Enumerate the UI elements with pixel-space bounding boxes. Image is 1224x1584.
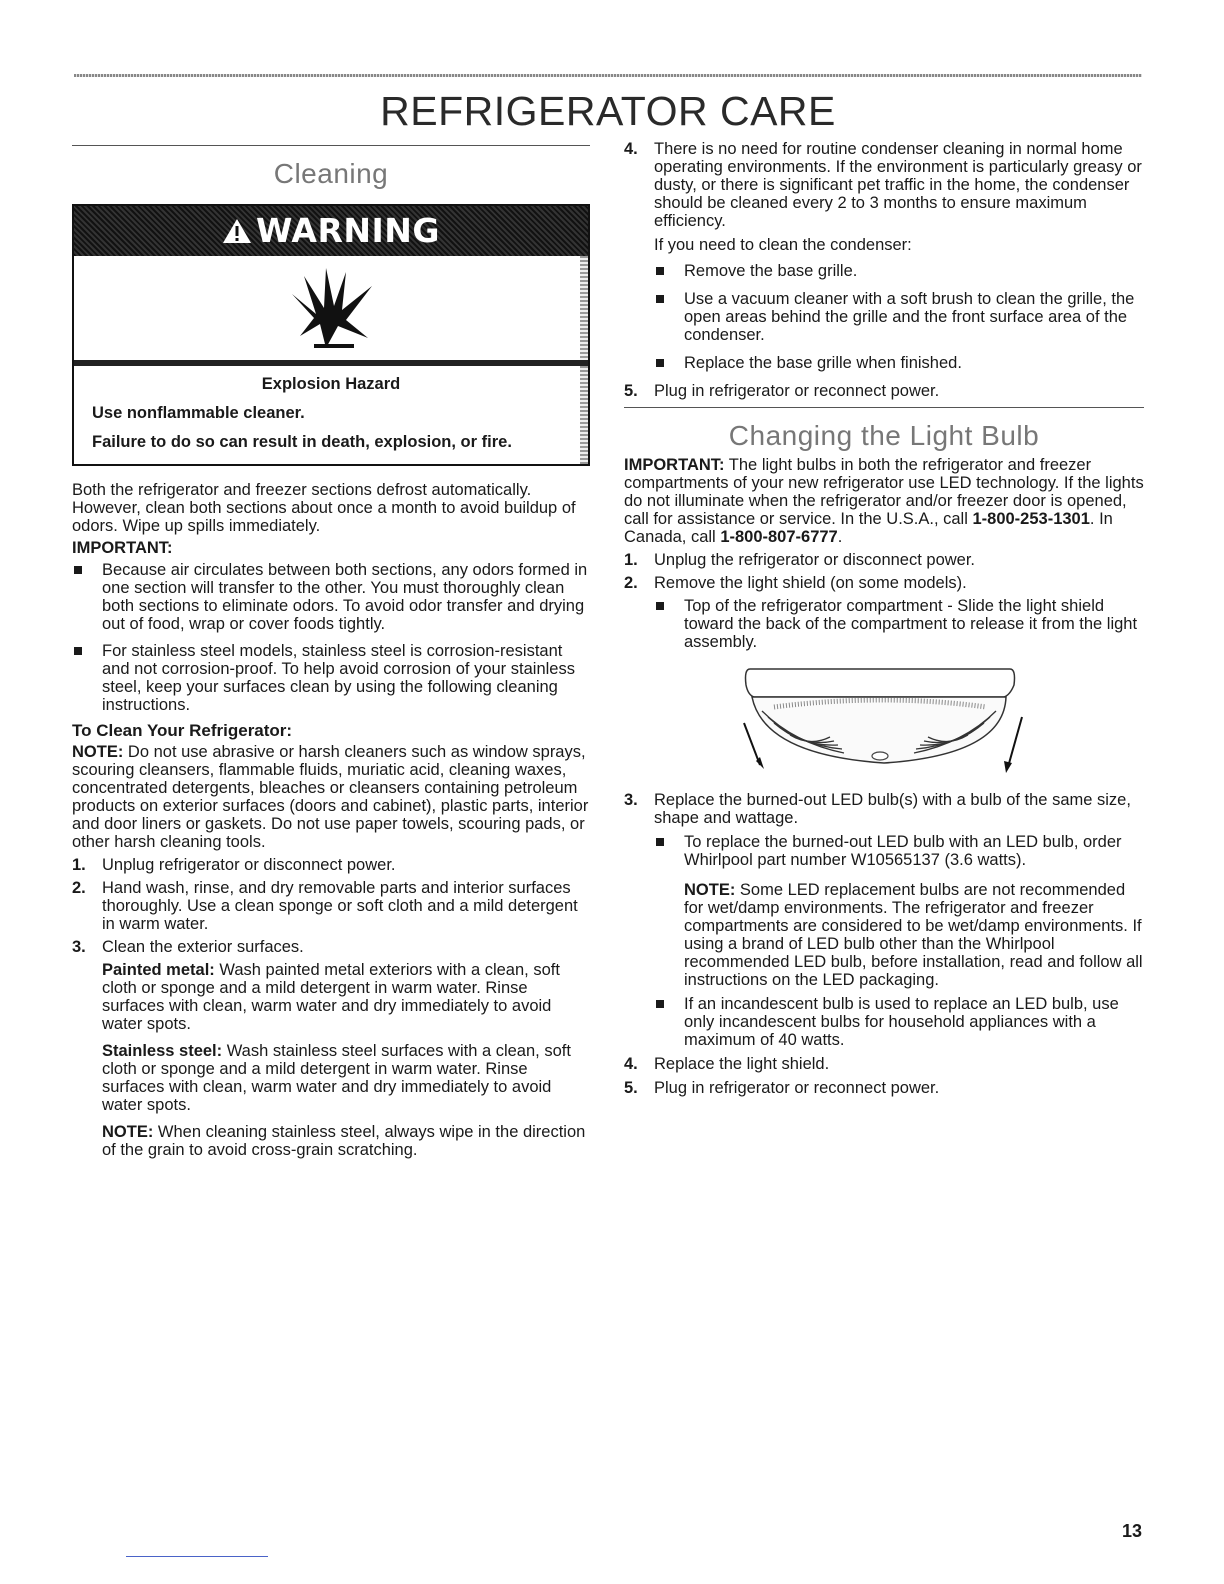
bullet-icon	[74, 647, 82, 655]
light-bulb-heading: Changing the Light Bulb	[728, 420, 1040, 451]
step-text: Unplug the refrigerator or disconnect power.	[654, 551, 976, 569]
if-clean-text: If you need to clean the condenser:	[654, 236, 912, 254]
painted-text: Wash painted metal exteriors with a clean, soft cloth or sponge and a mild detergent in warm water. Rinse surfaces with clean, warm water and dry immediately to avoid water spots.	[102, 961, 560, 1033]
step-number: 2.	[624, 574, 638, 592]
step-text: Plug in refrigerator or reconnect power.	[654, 1079, 940, 1097]
painted-metal-para	[72, 961, 590, 1033]
note-text: When cleaning stainless steel, always wipe in the direction of the grain to avoid cross-grain scratching.	[102, 1123, 586, 1159]
step-text: There is no need for routine condenser cleaning in normal home operating environments. If the environment is particularly greasy or dusty, or there is significant pet traffic in the home, the condenser should be cleaned every 2 to 3 months to ensure maximum efficiency.	[654, 140, 1142, 230]
step-text: Hand wash, rinse, and dry removable parts and interior surfaces thoroughly. Use a clean sponge or soft cloth and a mild detergent in warm water.	[102, 879, 578, 933]
list-item	[624, 551, 1144, 569]
step-number: 3.	[72, 938, 86, 956]
list-item	[72, 642, 590, 714]
to-clean-heading: To Clean Your Refrigerator:	[72, 721, 293, 740]
left-column	[72, 140, 590, 1159]
list-item	[72, 938, 590, 956]
bullet-text: Because air circulates between both sections, any odors formed in one section will transfer to the other. You must thoroughly clean both sections to eliminate odors. To avoid odor transfer and drying out of food, wrap or cover foods tightly.	[102, 561, 588, 633]
page-title: REFRIGERATOR CARE	[380, 88, 836, 134]
list-item	[624, 1055, 1144, 1073]
step-text: Unplug refrigerator or disconnect power.	[102, 856, 396, 874]
warning-line-1: Use nonflammable cleaner.	[92, 404, 305, 422]
light-shield-diagram	[734, 665, 1034, 777]
cleaning-intro: Both the refrigerator and freezer sections defrost automatically. However, clean both sections about once a month to avoid buildup of odors. Wipe up spills immediately.	[72, 481, 576, 535]
step-text: Remove the light shield (on some models).	[654, 574, 967, 592]
bottom-link-underline	[126, 1556, 268, 1557]
step-number: 5.	[624, 382, 638, 400]
list-item	[654, 290, 1144, 344]
important-label: IMPORTANT:	[624, 456, 725, 474]
light-shield-illustration	[734, 665, 1034, 777]
bullet-text: For stainless steel models, stainless steel is corrosion-resistant and not corrosion-proof. To help avoid corrosion of your stainless steel, keep your surfaces clean by using the following cleaning instructions.	[102, 642, 575, 714]
bullet-text: Remove the base grille.	[684, 262, 858, 280]
step-text: Plug in refrigerator or reconnect power.	[654, 382, 940, 400]
warning-line-2: Failure to do so can result in death, explosion, or fire.	[92, 433, 512, 451]
note-text: Some LED replacement bulbs are not recommended for wet/damp environments. The refrigerator and freezer compartments are considered to be wet/damp environments. If using a brand of LED bulb other than the Whirlpool recommended LED bulb, before installation, read and follow all instructions on the LED packaging.	[684, 881, 1143, 989]
phone-canada: 1-800-807-6777	[720, 528, 838, 546]
important-label: IMPORTANT:	[72, 539, 173, 557]
bullet-text: Top of the refrigerator compartment - Slide the light shield toward the back of the compartment to release it from the light assembly.	[684, 597, 1138, 651]
warning-text	[74, 366, 588, 464]
list-item	[654, 262, 1144, 280]
list-item	[72, 561, 590, 633]
note-label: NOTE:	[72, 743, 124, 761]
note-label: NOTE:	[684, 881, 736, 899]
bullet-text: Replace the base grille when finished.	[684, 354, 962, 372]
list-item	[654, 597, 1144, 651]
phone-us: 1-800-253-1301	[972, 510, 1090, 528]
page-number: 13	[1121, 1521, 1142, 1541]
list-item	[654, 833, 1144, 869]
step-text: Replace the light shield.	[654, 1055, 830, 1073]
note-text: Do not use abrasive or harsh cleaners such as window sprays, scouring cleansers, flammable fluids, muriatic acid, cleaning waxes, concentrated detergents, bleaches or cleansers containing petroleum products on exterior surfaces (doors and cabinet), plastic parts, interior and door liners or gaskets. Do not use paper towels, scouring pads, or other harsh cleaning tools.	[72, 743, 589, 851]
list-item	[72, 879, 590, 933]
cleaning-note	[72, 743, 590, 851]
step-number: 4.	[624, 140, 638, 158]
painted-label: Painted metal:	[102, 961, 215, 979]
list-item	[624, 382, 1144, 400]
top-rule	[74, 74, 1142, 77]
bullet-icon	[656, 295, 664, 303]
list-item	[72, 856, 590, 874]
light-important-para	[624, 456, 1144, 546]
list-item	[624, 140, 1144, 230]
step-number: 1.	[624, 551, 638, 569]
bullet-icon	[656, 602, 664, 610]
right-column	[624, 140, 1144, 1097]
section-divider	[72, 145, 590, 146]
bullet-icon	[74, 566, 82, 574]
step-number: 1.	[72, 856, 86, 874]
step-text: Clean the exterior surfaces.	[102, 938, 304, 956]
warning-triangle-icon	[222, 218, 252, 244]
step-number: 4.	[624, 1055, 638, 1073]
explosion-icon-area	[74, 256, 588, 366]
led-note-para	[684, 881, 1144, 989]
list-item	[624, 1079, 1144, 1097]
step-number: 2.	[72, 879, 86, 897]
stainless-steel-para	[72, 1042, 590, 1114]
stainless-note-para	[72, 1123, 590, 1159]
stainless-text: Wash stainless steel surfaces with a clean, soft cloth or sponge and a mild detergent in warm water. Rinse surfaces with clean, warm water and dry immediately to avoid water spots.	[102, 1042, 571, 1114]
explosion-icon	[286, 264, 376, 352]
section-divider	[624, 407, 1144, 408]
list-item	[624, 791, 1144, 827]
list-item	[654, 354, 1144, 372]
step-number: 5.	[624, 1079, 638, 1097]
bullet-icon	[656, 359, 664, 367]
list-item	[654, 995, 1144, 1049]
step-number: 3.	[624, 791, 638, 809]
warning-header	[74, 206, 588, 256]
note-label: NOTE:	[102, 1123, 154, 1141]
bullet-text: If an incandescent bulb is used to replace an LED bulb, use only incandescent bulbs for household appliances with a maximum of 40 watts.	[684, 995, 1119, 1049]
bullet-text: To replace the burned-out LED bulb with an LED bulb, order Whirlpool part number W10565137 (3.6 watts).	[684, 833, 1122, 869]
stainless-label: Stainless steel:	[102, 1042, 223, 1060]
canada-text: . In Canada, call	[624, 510, 1113, 546]
bullet-icon	[656, 1000, 664, 1008]
bullet-icon	[656, 838, 664, 846]
step-text: Replace the burned-out LED bulb(s) with a bulb of the same size, shape and wattage.	[654, 791, 1131, 827]
bullet-text: Use a vacuum cleaner with a soft brush to clean the grille, the open areas behind the grille and the front surface area of the condenser.	[684, 290, 1135, 344]
cleaning-heading: Cleaning	[273, 158, 389, 189]
warning-label: WARNING	[256, 211, 440, 250]
hazard-title: Explosion Hazard	[261, 375, 401, 393]
bullet-icon	[656, 267, 664, 275]
list-item	[624, 574, 1144, 592]
important-text: The light bulbs in both the refrigerator and freezer compartments of your new refrigerator use LED technology. If the lights do not illuminate when the refrigerator and/or freezer door is opened, call for assistance or service. In the U.S.A., call	[624, 456, 1144, 528]
warning-box	[72, 204, 590, 466]
end-period: .	[837, 528, 843, 546]
